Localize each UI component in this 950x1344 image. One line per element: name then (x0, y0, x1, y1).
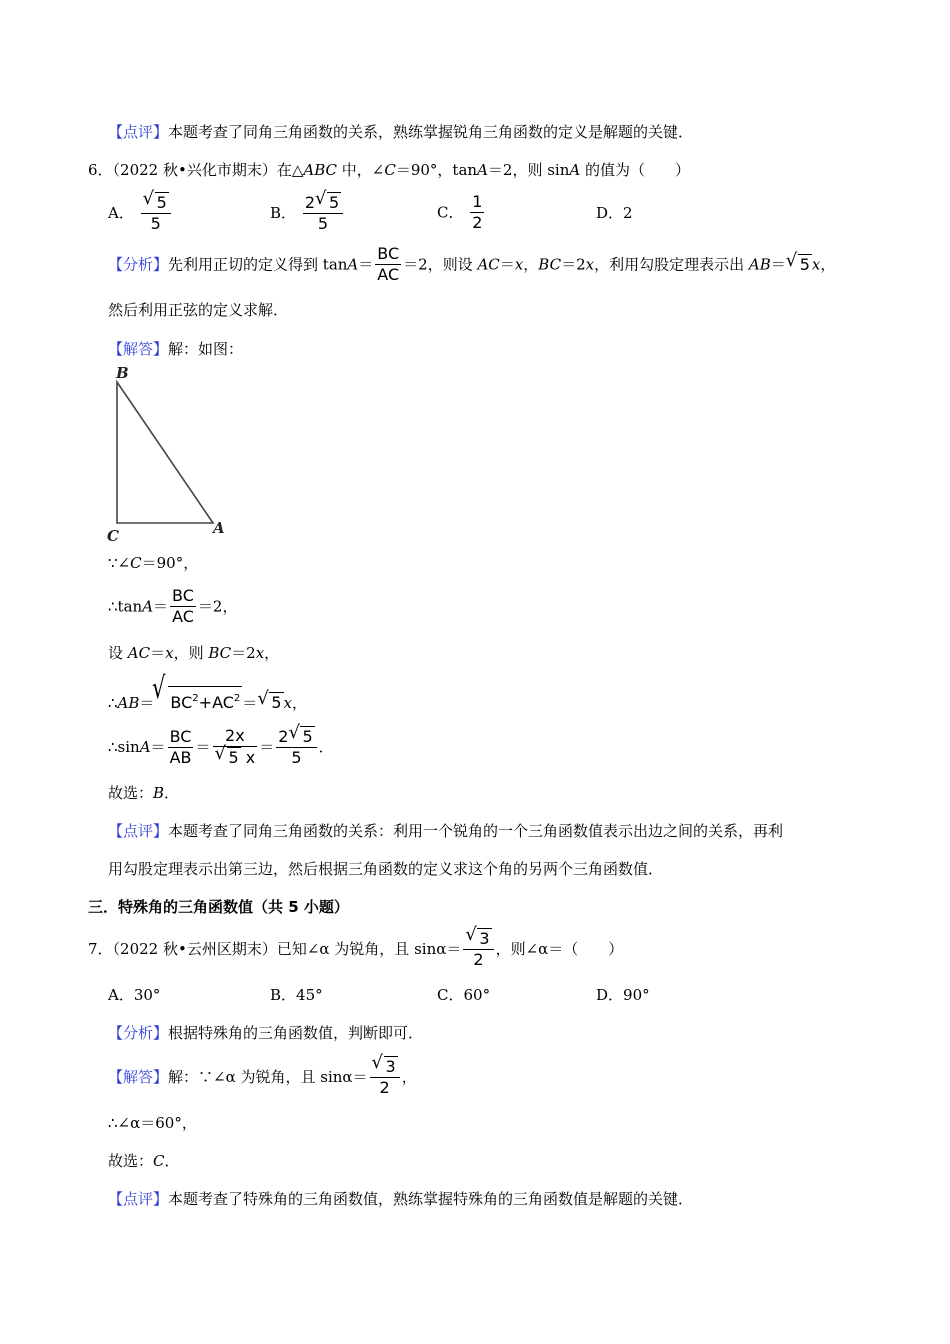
step-fraction (170, 586, 196, 627)
answer-text: 解：如图： (168, 340, 244, 358)
step-text: ， (291, 694, 307, 712)
question-source: （2022 秋•兴化市期末） (112, 161, 277, 179)
exponent: 2 (233, 693, 241, 704)
numerator: 2x (225, 726, 245, 745)
choice-text: 故选： (108, 784, 154, 802)
step-text: ＝ (153, 597, 169, 616)
q7-option-a (108, 985, 160, 1005)
step-var: AB (117, 694, 140, 712)
sqrt-icon: √ (315, 188, 327, 209)
sqrt-icon: √ (465, 924, 477, 945)
question-number: 7． (88, 940, 113, 958)
coefficient: 2 (278, 727, 289, 746)
step-fraction (213, 726, 258, 768)
comment-tag: 【点评】 (108, 123, 169, 141)
step-3 (108, 643, 279, 663)
question-7-stem (88, 924, 624, 970)
step-var: A (139, 738, 151, 756)
step-2 (108, 586, 237, 627)
answer-fraction (370, 1052, 400, 1098)
denominator: AB (169, 747, 192, 767)
option-text: 60° (463, 986, 491, 1004)
comment-tag: 【点评】 (108, 1190, 169, 1208)
step-text: ∴ (108, 694, 118, 712)
analysis-text: ＝2 (561, 255, 586, 274)
step-text: ＝ (259, 738, 275, 756)
step-text: ∵∠ (108, 554, 131, 572)
stem-text: ，则∠α＝（ ） (495, 940, 624, 958)
answer-tag: 【解答】 (108, 340, 169, 358)
answer-text: ， (401, 1068, 417, 1086)
step-1 (108, 553, 198, 573)
step-text: ＝90°， (141, 554, 199, 572)
option-letter: C． (437, 986, 464, 1004)
step-var: A (142, 597, 154, 616)
stem-fraction (463, 924, 493, 970)
option-text: 45° (296, 986, 323, 1004)
numerator: 1 (472, 192, 483, 211)
step-text: ． (318, 738, 334, 756)
question-source: （2022 秋•云州区期末） (112, 940, 277, 958)
step-var: BC (208, 644, 232, 662)
denominator: 2 (472, 213, 483, 232)
radicand: 5 (271, 693, 282, 712)
option-letter: B． (270, 204, 297, 222)
denominator: 5 (303, 213, 343, 234)
step-text: ∴sin (108, 738, 140, 756)
option-c (437, 192, 486, 233)
q7-analysis (108, 1023, 423, 1043)
stem-text: 的值为（ ） (580, 161, 690, 179)
step-text: ∴tan (108, 597, 143, 616)
choice-text: ． (164, 1152, 180, 1170)
q7-choice (108, 1151, 180, 1171)
step-var: AC (127, 644, 151, 662)
option-fraction (470, 192, 484, 233)
choice-letter: C (153, 1152, 165, 1170)
question-6-stem (88, 160, 690, 180)
numerator: BC (172, 586, 194, 605)
vertex-label-a: A (213, 519, 225, 537)
analysis-tag: 【分析】 (108, 255, 169, 274)
step-4 (108, 671, 307, 713)
choice-text: 故选： (108, 1152, 154, 1170)
radicand: 5 (228, 748, 239, 767)
denominator: 2 (463, 949, 493, 970)
option-text: 2 (623, 204, 633, 222)
numerator: BC (377, 244, 400, 263)
step-text: ＝ (195, 738, 211, 756)
choice-text: ． (164, 784, 180, 802)
sqrt-icon: √ (371, 1052, 384, 1073)
vertex-label-b: B (116, 364, 129, 382)
analysis-text: ， (820, 255, 836, 274)
option-fraction (141, 188, 171, 234)
sqrt-icon: √ (214, 743, 226, 764)
stem-var: ABC (303, 161, 338, 179)
stem-var: A (569, 161, 581, 179)
option-fraction (303, 188, 343, 234)
q6-comment-line-2: 用勾股定理表示出第三边，然后根据三角函数的定义求这个角的另两个三角函数值． (108, 860, 664, 878)
comment-text: 本题考查了特殊角的三角函数值，熟练掌握特殊角的三角函数值是解题的关键． (168, 1190, 694, 1208)
denominator: 2 (370, 1077, 400, 1098)
comment-tag: 【点评】 (108, 822, 169, 840)
step-text: ，则 (173, 644, 209, 662)
analysis-text: 先利用正切的定义得到 tan (168, 255, 348, 274)
q7-comment (108, 1189, 693, 1209)
numerator: BC (169, 726, 192, 746)
q7-option-b (270, 985, 323, 1005)
analysis-var: AC (477, 255, 500, 274)
step-sqrt (152, 671, 242, 713)
denominator: AC (375, 264, 401, 285)
radicand: +AC (198, 693, 234, 712)
denominator: 5 (276, 747, 316, 768)
step-var: x (283, 694, 292, 712)
option-letter: D． (596, 986, 624, 1004)
q7-option-d (596, 985, 650, 1005)
analysis-text: ， (523, 255, 539, 274)
stem-text: 在△ (276, 161, 304, 179)
analysis-text: ＝ (770, 255, 786, 274)
triangle-figure (100, 362, 240, 547)
sqrt-icon: √ (288, 722, 300, 743)
section-count: 5 (288, 898, 299, 916)
answer-text: 解：∵∠α 为锐角，且 sinα＝ (168, 1068, 368, 1086)
analysis-line-2: 然后利用正弦的定义求解． (108, 301, 289, 319)
option-d (596, 203, 633, 223)
choice-letter: B (153, 784, 165, 802)
top-comment (108, 122, 693, 142)
section-title: 三．特殊角的三角函数值（共 (88, 898, 289, 916)
exponent: 2 (192, 693, 199, 704)
sqrt-icon: √ (142, 188, 155, 209)
q6-choice (108, 783, 179, 803)
analysis-text: ＝2，则设 (403, 255, 478, 274)
comment-text: 本题考查了同角三角函数的关系，熟练掌握锐角三角函数的定义是解题的关键． (168, 123, 694, 141)
analysis-var: BC (538, 255, 562, 274)
section-heading (88, 897, 349, 917)
stem-var: C (384, 161, 396, 179)
step-text: ＝ (242, 694, 258, 712)
option-letter: D． (596, 204, 624, 222)
step-text: ＝ (150, 644, 166, 662)
q7-answer (108, 1052, 417, 1098)
radicand: 5 (302, 727, 313, 746)
radicand: 5 (329, 193, 340, 212)
analysis-text: ＝ (358, 255, 374, 274)
comment-text: 本题考查了同角三角函数的关系：利用一个锐角的一个三角函数值表示出边之间的关系，再利 (168, 822, 784, 840)
option-letter: A． (108, 204, 134, 222)
denominator: x (240, 748, 256, 767)
option-letter: B． (270, 986, 297, 1004)
radicand: BC (170, 693, 193, 712)
analysis-var: x (514, 255, 524, 274)
radicand: 3 (385, 1057, 396, 1076)
step-sqrt (257, 688, 283, 713)
denominator: AC (170, 606, 196, 627)
vertex-label-c: C (107, 527, 119, 545)
question-number: 6． (88, 161, 113, 179)
option-letter: C． (437, 203, 464, 222)
step-fraction (276, 722, 316, 768)
q6-comment-line-1 (108, 821, 783, 841)
analysis-fraction (375, 244, 401, 285)
analysis-line-1 (108, 244, 835, 285)
analysis-text: 根据特殊角的三角函数值，判断即可． (168, 1024, 424, 1042)
q7-step-1: ∴∠α＝60°， (108, 1114, 197, 1132)
option-letter: A． (108, 986, 134, 1004)
step-fraction (168, 727, 194, 768)
step-text: 设 (108, 644, 128, 662)
analysis-var: x (585, 255, 595, 274)
stem-text: ＝2，则 sin (487, 161, 570, 179)
answer-tag: 【解答】 (108, 1068, 169, 1086)
sqrt-icon: √ (152, 671, 166, 706)
option-a (108, 188, 173, 234)
answer-intro (108, 339, 243, 359)
analysis-var: x (811, 255, 821, 274)
section-title: 小题） (298, 898, 349, 916)
step-var: C (130, 554, 142, 572)
step-var: x (255, 644, 265, 662)
option-b (270, 188, 345, 234)
step-text: ＝2， (197, 597, 238, 616)
step-text: ， (264, 644, 280, 662)
radicand: 5 (156, 193, 167, 212)
radicand: 5 (799, 255, 810, 274)
analysis-sqrt (785, 250, 812, 275)
analysis-var: AB (748, 255, 771, 274)
stem-text: 已知∠α 为锐角，且 sinα＝ (276, 940, 462, 958)
stem-text: 中，∠ (337, 161, 385, 179)
option-text: 90° (623, 986, 650, 1004)
analysis-tag: 【分析】 (108, 1024, 169, 1042)
step-text: ＝ (150, 738, 166, 756)
analysis-text: ，利用勾股定理表示出 (594, 255, 749, 274)
stem-text: ＝90°，tan (395, 161, 478, 179)
sqrt-icon: √ (785, 250, 798, 271)
step-5 (108, 722, 334, 768)
analysis-var: A (347, 255, 359, 274)
q7-option-c (437, 985, 490, 1005)
radicand: 3 (479, 929, 490, 948)
option-text: 30° (133, 986, 161, 1004)
sqrt-icon: √ (257, 688, 269, 709)
coefficient: 2 (304, 193, 315, 212)
triangle-abc (117, 382, 213, 523)
denominator: 5 (141, 213, 171, 234)
stem-var: A (477, 161, 488, 179)
step-text: ＝ (139, 694, 155, 712)
step-var: x (165, 644, 174, 662)
analysis-text: ＝ (499, 255, 515, 274)
step-text: ＝2 (231, 644, 256, 662)
